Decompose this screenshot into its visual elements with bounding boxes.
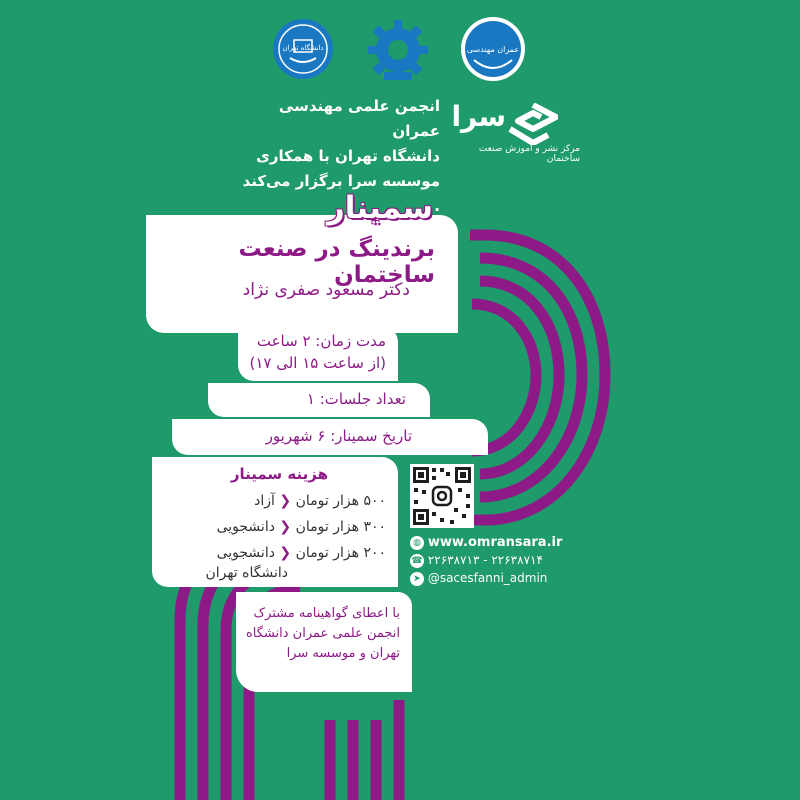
civil-association-logo	[460, 16, 526, 82]
certificate-card	[236, 592, 412, 692]
website-url[interactable]: www.omransara.ir	[427, 535, 563, 550]
certificate-line-1: با اعطای گواهینامه مشترک	[253, 606, 400, 621]
pricing-card	[152, 457, 398, 587]
university-logo-text: دانشگاه تهران	[282, 44, 324, 52]
sessions-text: تعداد جلسات: ۱	[306, 390, 406, 408]
seminar-date: تاریخ سمینار: ۶ شهریور	[265, 427, 412, 445]
intro-line-2: دانشگاه تهران با همکاری	[256, 147, 440, 165]
phone-numbers[interactable]: ۲۲۶۳۸۷۱۳ - ۲۲۶۳۸۷۱۴	[427, 553, 543, 567]
telegram-icon: ➤	[410, 572, 424, 586]
qr-code[interactable]	[410, 464, 474, 528]
price-label: دانشجویی	[216, 519, 275, 535]
price-item-free	[156, 493, 386, 509]
duration-line-1: مدت زمان: ۲ ساعت	[256, 332, 386, 350]
website-row[interactable]	[410, 535, 562, 550]
association-logo-text: عمران مهندسی	[466, 45, 520, 54]
university-of-tehran-logo	[272, 18, 334, 80]
chevron-left-icon: ❮	[279, 519, 292, 535]
instagram-icon	[433, 487, 451, 505]
price-amount: ۵۰۰ هزار تومان	[295, 493, 386, 509]
globe-icon: ◍	[410, 536, 424, 550]
date-card	[172, 419, 488, 455]
pricing-heading: هزینه سمینار	[230, 465, 328, 483]
telegram-handle[interactable]: @sacesfanni_admin	[427, 571, 548, 585]
gear-emblem-logo	[362, 14, 434, 84]
seminar-word: سمینار	[326, 190, 433, 226]
sara-logo-mark	[508, 103, 558, 145]
seminar-title: برندینگ در صنعت ساختمان	[238, 236, 435, 288]
chevron-left-icon: ❮	[279, 493, 292, 509]
chevron-left-icon: ❮	[279, 545, 292, 561]
duration-card	[238, 326, 398, 381]
presenter-name: دکتر مسعود صفری نژاد	[242, 280, 410, 300]
sessions-card	[208, 383, 430, 417]
price-label: آزاد	[254, 493, 275, 509]
price-amount: ۲۰۰ هزار تومان	[295, 545, 386, 561]
price-amount: ۳۰۰ هزار تومان	[295, 519, 386, 535]
price-label: دانشجویی	[216, 545, 275, 561]
intro-line-1: انجمن علمی مهندسی عمران	[278, 97, 440, 140]
phone-row[interactable]	[410, 553, 543, 568]
intro-line-3: موسسه سرا برگزار می‌کند .	[242, 172, 440, 215]
price-item-tehran-label2: دانشگاه تهران	[205, 565, 288, 581]
phone-icon: ☎	[411, 555, 423, 566]
certificate-line-3: تهران و موسسه سرا	[286, 646, 400, 661]
sara-name: سرا	[451, 100, 506, 133]
price-item-student	[156, 519, 386, 535]
telegram-row[interactable]	[410, 571, 547, 586]
sara-tagline: مرکز نشر و آموزش صنعت ساختمان	[478, 144, 580, 164]
price-item-tehran-student	[156, 545, 386, 561]
certificate-line-2: انجمن علمی عمران دانشگاه	[245, 626, 400, 641]
duration-line-2: (از ساعت ۱۵ الی ۱۷)	[249, 354, 386, 372]
